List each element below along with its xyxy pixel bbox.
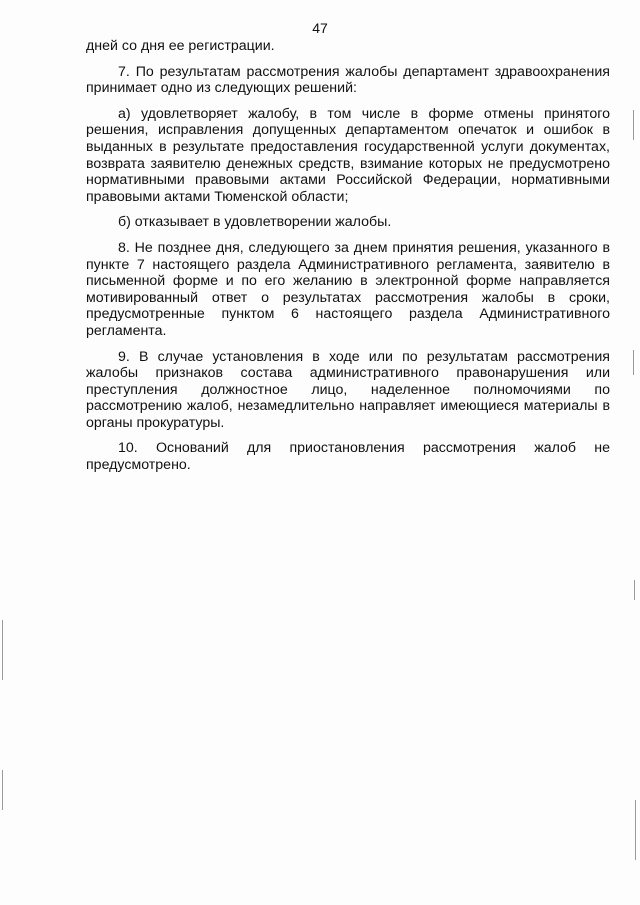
paragraph-item-9: 9. В случае установления в ходе или по результатам рассмотрения жалобы признаков состава административного правонарушения или преступления должностное лицо, наделенное полномочиями по рассмотрению жалоб, незамедлительно направляет имеющиеся материалы в органы прокуратуры. xyxy=(86,348,610,431)
scan-edge-mark xyxy=(633,110,634,140)
paragraph-item-7: 7. По результатам рассмотрения жалобы департамент здравоохранения принимает одно из следующих решений: xyxy=(86,63,610,97)
scan-edge-mark xyxy=(2,620,3,680)
paragraph-item-7a: а) удовлетворяет жалобу, в том числе в форме отмены принятого решения, исправления допущенных департаментом опечаток и ошибок в выданных в результате предоставления государственной услуги документах, возврата заявителю денежных средств, взимание которых не предусмотрено нормативными правовыми актами Российской Федерации, нормативными правовыми актами Тюменской области; xyxy=(86,105,610,205)
scan-edge-mark xyxy=(633,350,634,375)
scan-edge-mark xyxy=(634,580,635,600)
paragraph-continuation: дней со дня ее регистрации. xyxy=(86,38,275,54)
page-number: 47 xyxy=(312,20,328,36)
scan-edge-mark xyxy=(635,800,636,860)
paragraph-item-10: 10. Оснований для приостановления рассмотрения жалоб не предусмотрено. xyxy=(86,440,610,474)
document-body xyxy=(86,38,610,483)
scan-edge-mark xyxy=(2,770,3,810)
paragraph-item-8: 8. Не позднее дня, следующего за днем принятия решения, указанного в пункте 7 настоящего раздела Административного регламента, заявителю в письменной форме и по его желанию в электронной форме направляется мотивированный ответ о результатах рассмотрения жалобы в сроки, предусмотренные пунктом 6 настоящего раздела Административного регламента. xyxy=(86,239,610,339)
paragraph-item-7b: б) отказывает в удовлетворении жалобы. xyxy=(118,214,392,231)
